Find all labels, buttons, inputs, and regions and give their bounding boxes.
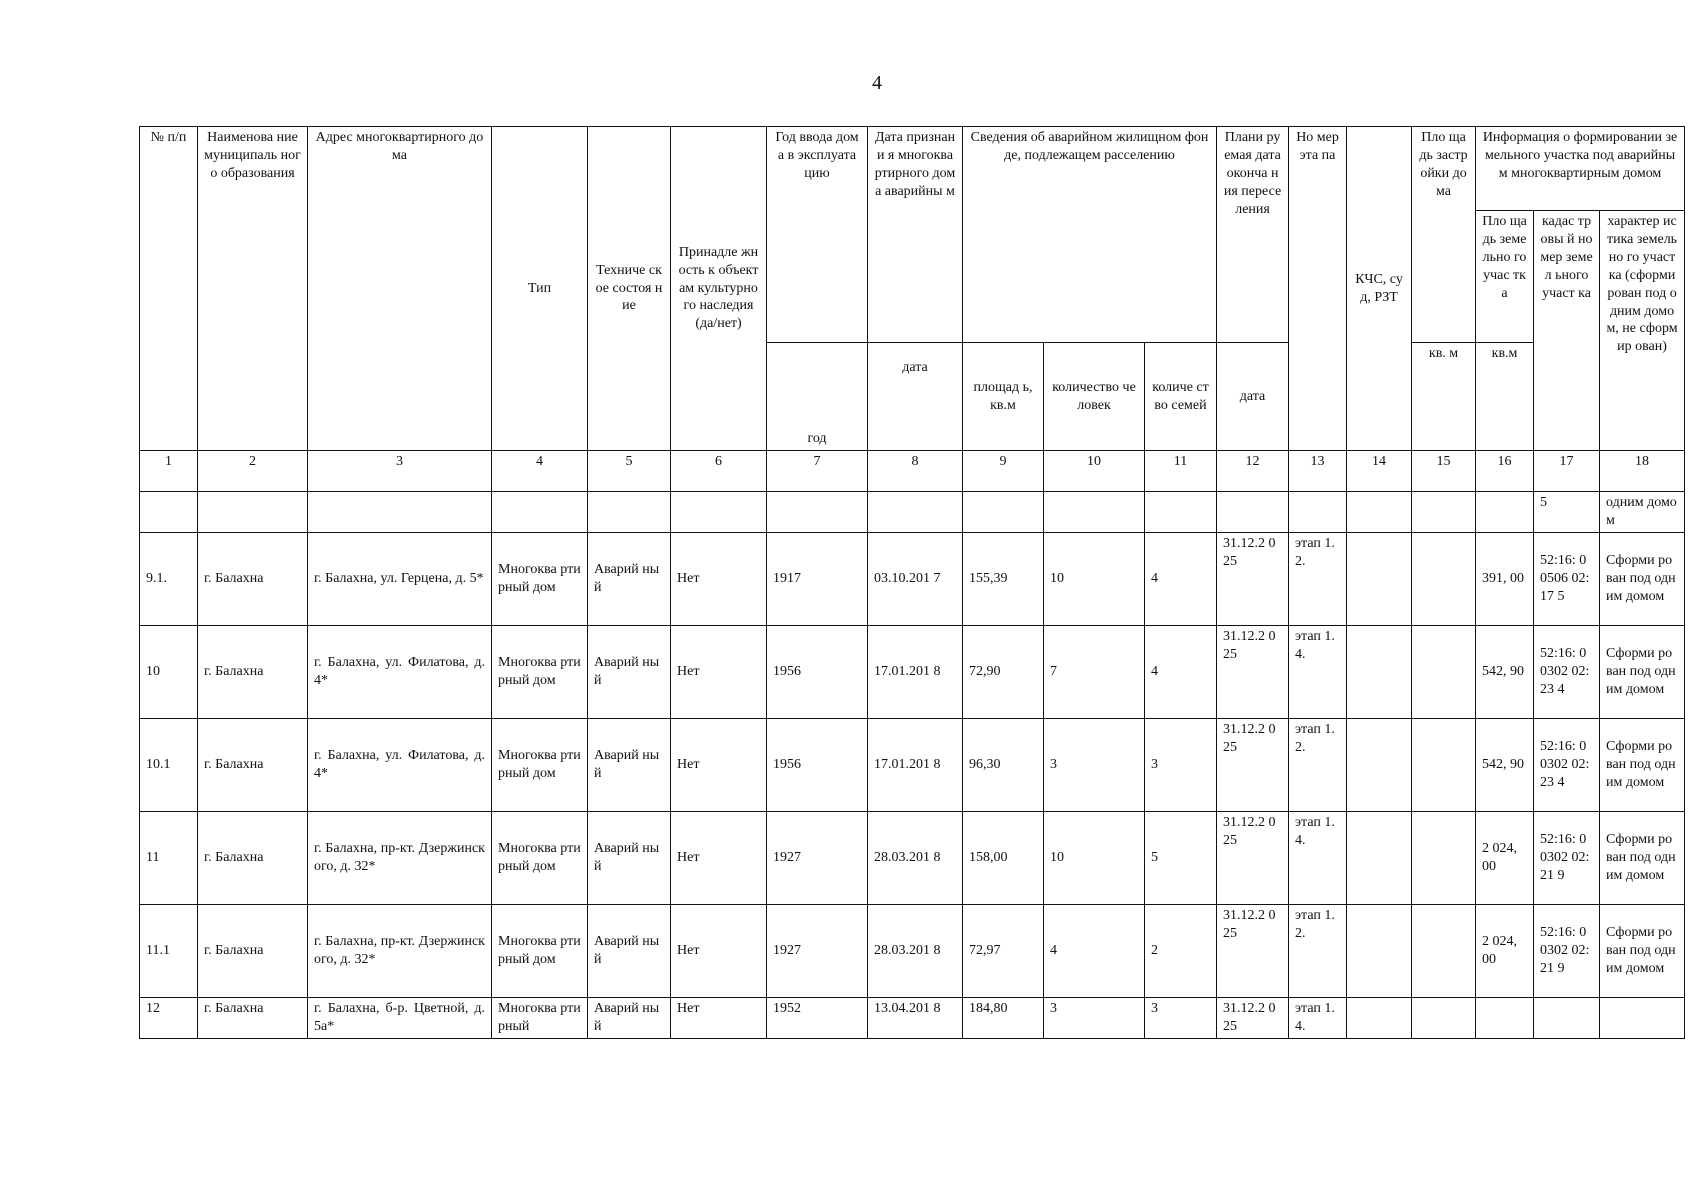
cell-stage: этап 1.2.: [1289, 905, 1347, 998]
cell-area: 158,00: [963, 812, 1044, 905]
cell-heritage: Нет: [671, 719, 767, 812]
cell-year: 1956: [767, 719, 868, 812]
cell-kchs: [1347, 998, 1412, 1039]
cell-heritage: Нет: [671, 626, 767, 719]
header-families: количе ство семей: [1145, 343, 1217, 451]
cell-land-char: Сформи рован под одним домом: [1600, 626, 1685, 719]
cell-index: 9.1.: [140, 533, 198, 626]
header-planned-date: Плани руемая дата оконча ния пересе ления: [1217, 127, 1289, 343]
cell-land-char: одним домом: [1600, 492, 1685, 533]
column-number: 6: [671, 451, 767, 492]
cell-area: 96,30: [963, 719, 1044, 812]
cell-municipality: г. Балахна: [198, 626, 308, 719]
header-people: количество человек: [1044, 343, 1145, 451]
column-number: 2: [198, 451, 308, 492]
cell-building-area: [1412, 719, 1476, 812]
cell-people: 10: [1044, 812, 1145, 905]
continuation-row: [140, 492, 1685, 533]
cell-cadastre: 52:16: 00302 02:23 4: [1534, 719, 1600, 812]
cell-cadastre: 5: [1534, 492, 1600, 533]
cell-area: 72,97: [963, 905, 1044, 998]
header-year-unit: год: [767, 343, 868, 451]
cell-area: 155,39: [963, 533, 1044, 626]
column-number: 7: [767, 451, 868, 492]
cell-index: 11.1: [140, 905, 198, 998]
cell-kchs: [1347, 626, 1412, 719]
cell-year: 1927: [767, 905, 868, 998]
cell-planned-date: 31.12.2 025: [1217, 719, 1289, 812]
cell-building-area: [1412, 533, 1476, 626]
column-number: 15: [1412, 451, 1476, 492]
cell-land-area: 2 024, 00: [1476, 812, 1534, 905]
cell-index: 11: [140, 812, 198, 905]
cell-state: Аварий ный: [588, 626, 671, 719]
cell-building-area: [1412, 905, 1476, 998]
cell-type: Многоква ртирный дом: [492, 719, 588, 812]
cell-year: 1952: [767, 998, 868, 1039]
header-date-unit: дата: [868, 343, 963, 451]
table-row: [140, 812, 1685, 905]
cell-heritage: Нет: [671, 998, 767, 1039]
cell-state: Аварий ный: [588, 719, 671, 812]
header-type: Тип: [492, 127, 588, 451]
cell-date: 28.03.201 8: [868, 812, 963, 905]
cell-land-char: Сформи рован под одним домом: [1600, 533, 1685, 626]
cell-building-area: [1412, 812, 1476, 905]
cell-families: 5: [1145, 812, 1217, 905]
column-number: 16: [1476, 451, 1534, 492]
cell-building-area: [1412, 626, 1476, 719]
header-recognition-date: Дата признани я многоква ртирного дома аварийны м: [868, 127, 963, 343]
cell-index: 10: [140, 626, 198, 719]
cell-kchs: [1347, 533, 1412, 626]
cell-people: 3: [1044, 998, 1145, 1039]
column-numbers-row: [140, 451, 1685, 492]
cell-land-area: 2 024, 00: [1476, 905, 1534, 998]
cell-state: Аварий ный: [588, 812, 671, 905]
header-building-area-unit: кв. м: [1412, 343, 1476, 451]
cell-families: 4: [1145, 533, 1217, 626]
table-row: [140, 533, 1685, 626]
cell-people: 4: [1044, 905, 1145, 998]
cell-cadastre: 52:16: 00302 02:21 9: [1534, 812, 1600, 905]
cell-index: 12: [140, 998, 198, 1039]
emergency-housing-table: [139, 126, 1685, 1039]
cell-planned-date: 31.12.2 025: [1217, 626, 1289, 719]
cell-cadastre: [1534, 998, 1600, 1039]
column-number: 5: [588, 451, 671, 492]
cell-stage: этап 1.4.: [1289, 626, 1347, 719]
cell-type: Многоква ртирный: [492, 998, 588, 1039]
cell-state: Аварий ный: [588, 905, 671, 998]
cell-type: Многоква ртирный дом: [492, 626, 588, 719]
cell-building-area: [1412, 998, 1476, 1039]
header-emergency-fund: Сведения об аварийном жилищном фонде, подлежащем расселению: [963, 127, 1217, 343]
header-address: Адрес многоквартирного дома: [308, 127, 492, 451]
column-number: 14: [1347, 451, 1412, 492]
header-stage: Но мер эта па: [1289, 127, 1347, 451]
header-planned-unit: дата: [1217, 343, 1289, 451]
cell-date: 03.10.201 7: [868, 533, 963, 626]
header-year: Год ввода дома в эксплуата цию: [767, 127, 868, 343]
cell-address: г. Балахна, ул. Герцена, д. 5*: [308, 533, 492, 626]
column-number: 12: [1217, 451, 1289, 492]
cell-land-char: [1600, 998, 1685, 1039]
cell-stage: этап 1.2.: [1289, 719, 1347, 812]
cell-year: 1927: [767, 812, 868, 905]
cell-stage: этап 1.4.: [1289, 812, 1347, 905]
cell-index: 10.1: [140, 719, 198, 812]
cell-cadastre: 52:16: 00506 02:17 5: [1534, 533, 1600, 626]
column-number: 9: [963, 451, 1044, 492]
cell-planned-date: 31.12.2 025: [1217, 998, 1289, 1039]
column-number: 4: [492, 451, 588, 492]
cell-heritage: Нет: [671, 533, 767, 626]
cell-land-area: 542, 90: [1476, 719, 1534, 812]
cell-families: 3: [1145, 998, 1217, 1039]
cell-area: 72,90: [963, 626, 1044, 719]
cell-address: г. Балахна, пр-кт. Дзержинского, д. 32*: [308, 905, 492, 998]
cell-people: 7: [1044, 626, 1145, 719]
cell-kchs: [1347, 812, 1412, 905]
table-row: [140, 905, 1685, 998]
header-index: № п/п: [140, 127, 198, 451]
header-area: площад ь, кв.м: [963, 343, 1044, 451]
cell-land-char: Сформи рован под одним домом: [1600, 905, 1685, 998]
cell-municipality: г. Балахна: [198, 533, 308, 626]
cell-year: 1917: [767, 533, 868, 626]
cell-municipality: г. Балахна: [198, 812, 308, 905]
cell-land-area: 542, 90: [1476, 626, 1534, 719]
cell-kchs: [1347, 719, 1412, 812]
column-number: 17: [1534, 451, 1600, 492]
cell-planned-date: 31.12.2 025: [1217, 812, 1289, 905]
column-number: 10: [1044, 451, 1145, 492]
cell-stage: этап 1.4.: [1289, 998, 1347, 1039]
cell-municipality: г. Балахна: [198, 719, 308, 812]
cell-state: Аварий ный: [588, 998, 671, 1039]
cell-cadastre: 52:16: 00302 02:21 9: [1534, 905, 1600, 998]
page-number: 4: [872, 72, 882, 94]
cell-date: 17.01.201 8: [868, 719, 963, 812]
column-number: 8: [868, 451, 963, 492]
cell-families: 4: [1145, 626, 1217, 719]
cell-land-char: Сформи рован под одним домом: [1600, 812, 1685, 905]
header-land-char: характер истика земельно го участка (сформи рован под одним домом, не сформир ован): [1600, 211, 1685, 451]
header-building-area: Пло щадь застр ойки дома: [1412, 127, 1476, 343]
cell-land-char: Сформи рован под одним домом: [1600, 719, 1685, 812]
column-number: 11: [1145, 451, 1217, 492]
cell-people: 10: [1044, 533, 1145, 626]
column-number: 1: [140, 451, 198, 492]
cell-kchs: [1347, 905, 1412, 998]
column-number: 18: [1600, 451, 1685, 492]
table-header: [140, 127, 1685, 451]
header-municipality: Наименова ние муниципаль ного образования: [198, 127, 308, 451]
cell-heritage: Нет: [671, 905, 767, 998]
cell-heritage: Нет: [671, 812, 767, 905]
cell-date: 17.01.201 8: [868, 626, 963, 719]
table-row: [140, 998, 1685, 1039]
header-land-area: Пло щадь земе льно го учас тка: [1476, 211, 1534, 343]
cell-municipality: г. Балахна: [198, 905, 308, 998]
cell-year: 1956: [767, 626, 868, 719]
header-tech-state: Техниче ское состоя ние: [588, 127, 671, 451]
header-cadastre: кадас тровы й номер земел ьного участ ка: [1534, 211, 1600, 451]
cell-date: 13.04.201 8: [868, 998, 963, 1039]
cell-address: г. Балахна, ул. Филатова, д. 4*: [308, 626, 492, 719]
cell-type: Многоква ртирный дом: [492, 812, 588, 905]
cell-municipality: г. Балахна: [198, 998, 308, 1039]
header-kchs: КЧС, суд, РЗТ: [1347, 127, 1412, 451]
cell-state: Аварий ный: [588, 533, 671, 626]
cell-date: 28.03.201 8: [868, 905, 963, 998]
cell-address: г. Балахна, ул. Филатова, д. 4*: [308, 719, 492, 812]
table-row: [140, 626, 1685, 719]
cell-families: 3: [1145, 719, 1217, 812]
cell-land-area: 391, 00: [1476, 533, 1534, 626]
cell-planned-date: 31.12.2 025: [1217, 533, 1289, 626]
cell-area: 184,80: [963, 998, 1044, 1039]
header-heritage: Принадле жность к объектам культурно го наследия (да/нет): [671, 127, 767, 451]
cell-address: г. Балахна, пр-кт. Дзержинского, д. 32*: [308, 812, 492, 905]
data-rows: [140, 533, 1685, 1039]
cell-families: 2: [1145, 905, 1217, 998]
column-number: 3: [308, 451, 492, 492]
cell-address: г. Балахна, б-р. Цветной, д. 5а*: [308, 998, 492, 1039]
cell-type: Многоква ртирный дом: [492, 533, 588, 626]
cell-planned-date: 31.12.2 025: [1217, 905, 1289, 998]
cell-stage: этап 1.2.: [1289, 533, 1347, 626]
header-land-info: Информация о формировании земельного участка под аварийным многоквартирным домом: [1476, 127, 1685, 211]
cell-cadastre: 52:16: 00302 02:23 4: [1534, 626, 1600, 719]
cell-people: 3: [1044, 719, 1145, 812]
header-land-area-unit: кв.м: [1476, 343, 1534, 451]
cell-type: Многоква ртирный дом: [492, 905, 588, 998]
column-number: 13: [1289, 451, 1347, 492]
table-row: [140, 719, 1685, 812]
cell-land-area: [1476, 998, 1534, 1039]
